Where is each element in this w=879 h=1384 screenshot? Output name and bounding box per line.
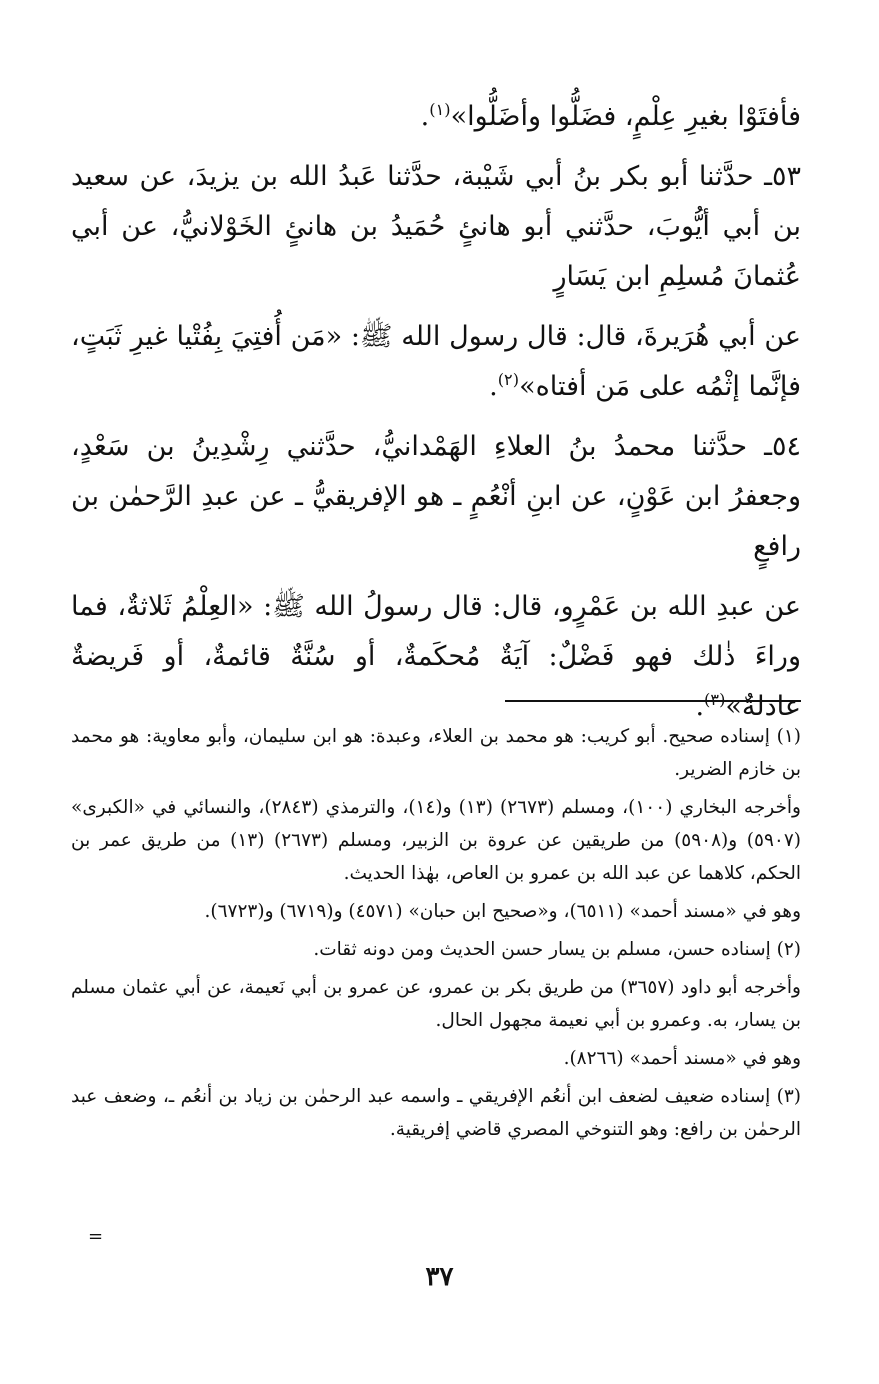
- footnote-1-sources: وأخرجه البخاري (١٠٠)، ومسلم (٢٦٧٣) (١٣) و(١٤)، والترمذي (٢٨٤٣)، والنسائي في «الكبرى» (٥٩٠٧) و(٥٩٠٨) من طريقين عن عروة بن الزبير، ومسلم (٢٦٧٣) (١٣) من طريق عمر بن الحكم، كلاهما عن عبد الله بن عمرو بن العاص، بهٰذا الحديث.: [71, 797, 801, 884]
- paragraph-hadith-53: عن أبي هُرَيرةَ، قال: قال رسول الله ﷺ: «مَن أُفتِيَ بِفُتْيا غيرِ ثَبَتٍ، فإنَّما إثْمُه على مَن أفتاه»$^{(٢)}$.: [71, 321, 801, 402]
- footnote-1: (١) إسناده صحيح. أبو كريب: هو محمد بن العلاء، وعبدة: هو ابن سليمان، وأبو معاوية: هو محمد بن خازم الضرير.: [71, 726, 801, 780]
- footnote-separator: [505, 700, 801, 702]
- paragraph-hadith-54: عن عبدِ الله بن عَمْرٍو، قال: قال رسولُ الله ﷺ: «العِلْمُ ثَلاثةٌ، فما وراءَ ذٰلك فهو فَضْلٌ: آيَةٌ مُحكَمةٌ، أو سُنَّةٌ قائمةٌ، أو فَريضةٌ عادلةٌ»$^{(٣)}$.: [71, 591, 801, 722]
- page-number: ٣٧: [425, 1262, 454, 1292]
- footnote-ref: (٣): [704, 690, 726, 709]
- paragraph-isnad-53: ٥٣ـ حدَّثنا أبو بكر بنُ أبي شَيْبة، حدَّثنا عَبدُ الله بن يزيدَ، عن سعيد بن أبي أيُّوبَ، حدَّثني أبو هانئٍ حُمَيدُ بن هانئٍ الخَوْلانيُّ، عن أبي عُثمانَ مُسلِمِ ابن يَسَارٍ: [71, 161, 801, 292]
- footnotes: [71, 720, 801, 1151]
- paragraph-hadith-52-end: فأفتَوْا بغيرِ عِلْمٍ، فضَلُّوا وأضَلُّوا»$^{(١)}$.: [420, 100, 801, 132]
- main-text: [71, 92, 801, 732]
- continuation-mark: =: [88, 1226, 104, 1247]
- footnote-ref: (٢): [497, 370, 520, 389]
- footnote-2-refs: وهو في «مسند أحمد» (٨٢٦٦).: [563, 1048, 801, 1069]
- footnote-3: (٣) إسناده ضعيف لضعف ابن أنعُم الإفريقي ـ واسمه عبد الرحمٰن بن زياد بن أنعُم ـ، وضعف عبد الرحمٰن بن رافع: وهو التنوخي المصري قاضي إفريقية.: [71, 1086, 801, 1140]
- footnote-1-refs: وهو في «مسند أحمد» (٦٥١١)، و«صحيح ابن حبان» (٤٥٧١) و(٦٧١٩) و(٦٧٢٣).: [204, 901, 801, 922]
- footnote-2: (٢) إسناده حسن، مسلم بن يسار حسن الحديث ومن دونه ثقات.: [313, 939, 801, 960]
- footnote-2-sources: وأخرجه أبو داود (٣٦٥٧) من طريق بكر بن عمرو، عن عمرو بن أبي نَعيمة، عن أبي عثمان مسلم بن يسار، به. وعمرو بن أبي نعيمة مجهول الحال.: [71, 977, 801, 1031]
- paragraph-isnad-54: ٥٤ـ حدَّثنا محمدُ بنُ العلاءِ الهَمْدانيُّ، حدَّثني رِشْدِينُ بن سَعْدٍ، وجعفرُ ابن عَوْنٍ، عن ابنِ أنْعُمٍ ـ هو الإفريقيُّ ـ عن عبدِ الرَّحمٰن بن رافعٍ: [71, 431, 801, 562]
- footnote-ref: (١): [429, 100, 451, 119]
